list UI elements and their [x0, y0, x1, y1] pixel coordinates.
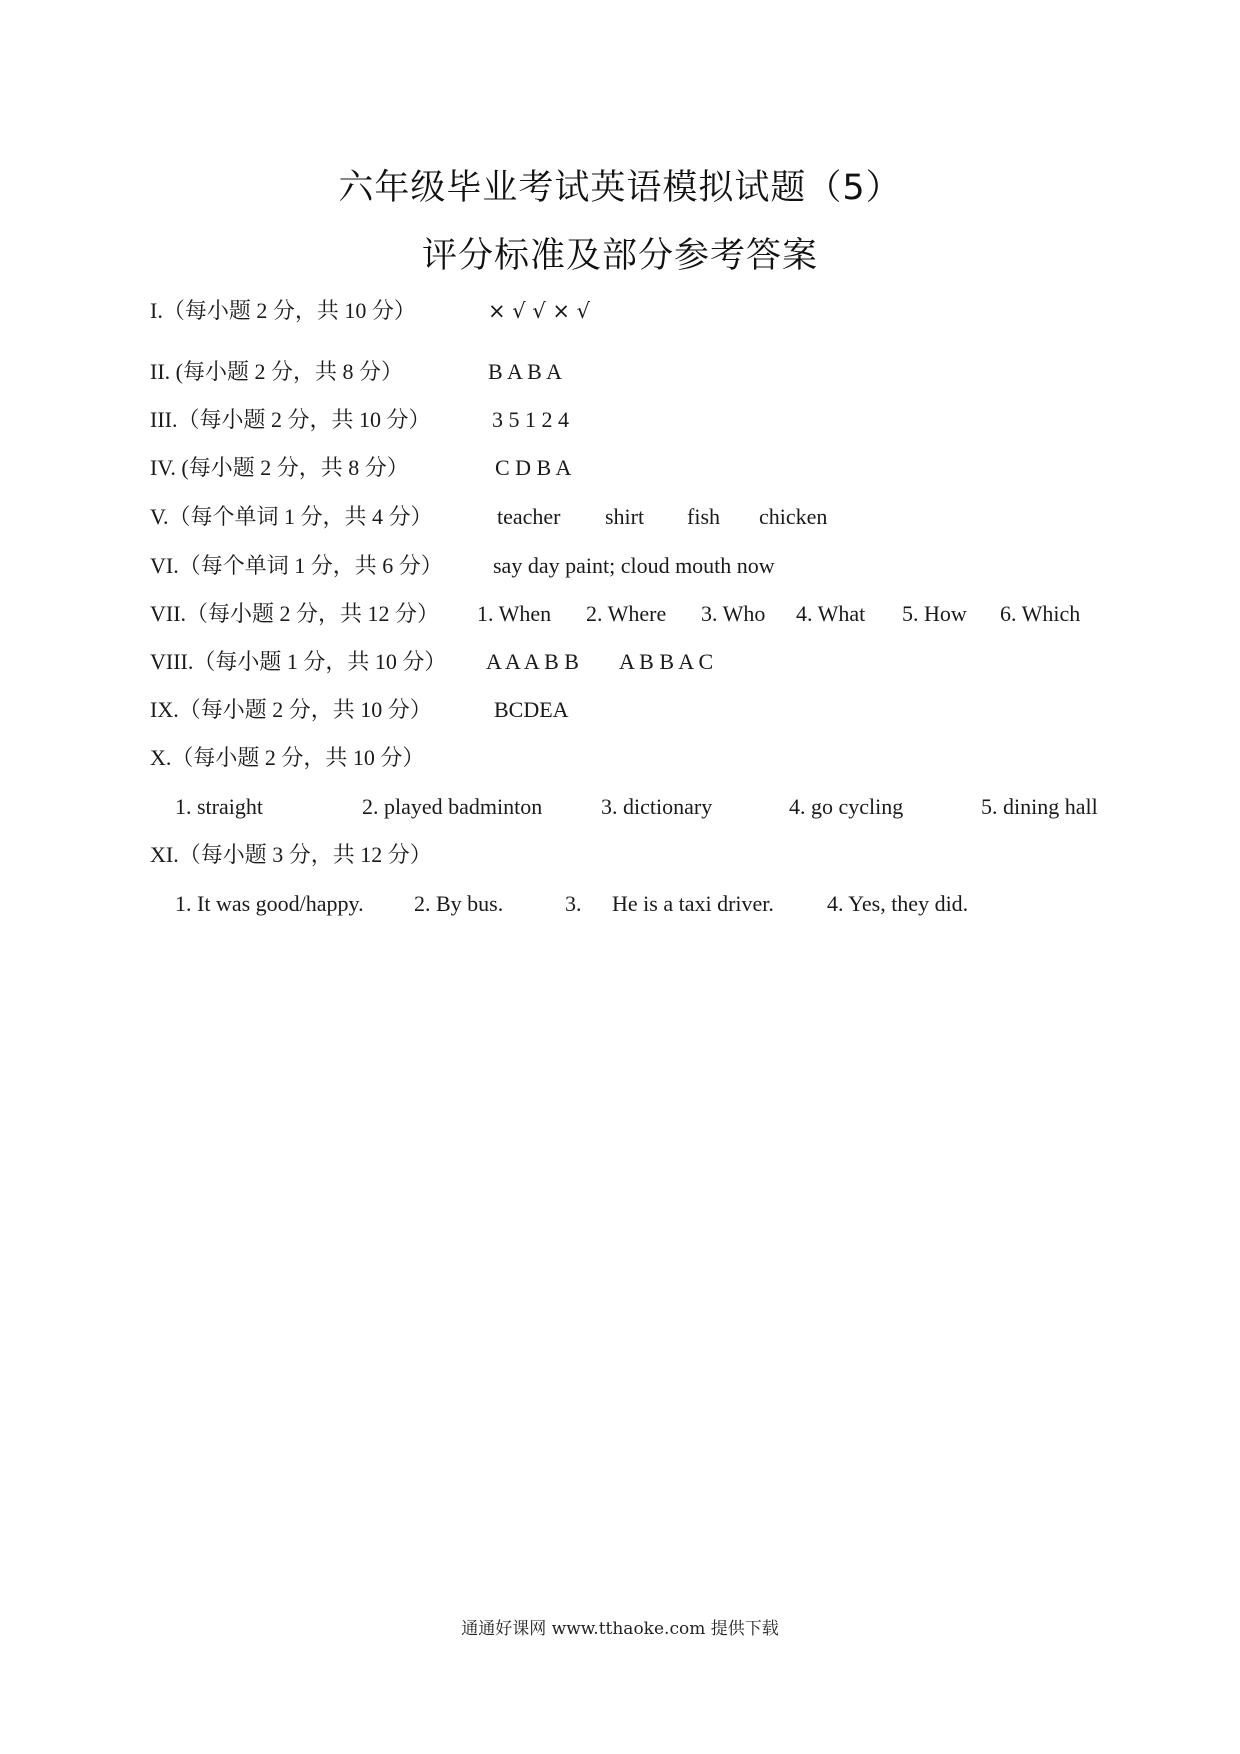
section-label: I.（每小题 2 分，共 10 分） [150, 298, 416, 323]
section-label: X.（每小题 2 分，共 10 分） [150, 745, 425, 770]
answer-item: 3. dictionary [601, 794, 713, 819]
answer-item: 2. By bus. [414, 891, 504, 916]
footer-source: 通通好课网 www.tthaoke.com 提供下载 [461, 1619, 779, 1639]
answer-item: He is a taxi driver. [612, 891, 774, 916]
section-answers: BCDEA [494, 697, 569, 722]
section-label: V.（每个单词 1 分，共 4 分） [150, 504, 433, 529]
section-answers: C D B A [495, 455, 572, 480]
answer-item: 6. Which [1000, 601, 1081, 626]
section-label: IX.（每小题 2 分，共 10 分） [150, 697, 432, 722]
section-answers: B A B A [488, 359, 562, 384]
section-label: III.（每小题 2 分，共 10 分） [150, 407, 431, 432]
section-answers: × √ √ × √ [488, 299, 591, 323]
answer-item: 4. Yes, they did. [827, 891, 969, 916]
section-answers: 3 5 1 2 4 [492, 407, 569, 432]
page-title: 六年级毕业考试英语模拟试题（5） [338, 168, 902, 208]
answer-group: A A A B B [486, 649, 579, 674]
answer-item: 3. [565, 891, 582, 916]
answer-item: 2. played badminton [362, 794, 543, 819]
answer-word: chicken [759, 504, 828, 529]
answer-item: 1. straight [175, 794, 263, 819]
answer-item: 5. How [902, 601, 967, 626]
page-subtitle: 评分标准及部分参考答案 [421, 236, 818, 276]
answer-group: A B B A C [619, 649, 714, 674]
section-label: XI.（每小题 3 分，共 12 分） [150, 842, 432, 867]
answer-item: 4. go cycling [789, 794, 904, 819]
answer-item: 2. Where [586, 601, 667, 626]
section-label: VI.（每个单词 1 分，共 6 分） [150, 553, 443, 578]
section-label: II. (每小题 2 分，共 8 分） [150, 359, 403, 384]
answer-item: 1. It was good/happy. [175, 891, 364, 916]
answer-word: fish [687, 504, 720, 529]
section-answers: say day paint; cloud mouth now [493, 553, 775, 578]
answer-item: 4. What [796, 601, 866, 626]
answer-item: 5. dining hall [981, 794, 1098, 819]
answer-item: 3. Who [701, 601, 766, 626]
answer-word: shirt [605, 504, 645, 529]
answer-item: 1. When [477, 601, 552, 626]
answer-word: teacher [497, 504, 561, 529]
section-label: VIII.（每小题 1 分，共 10 分） [150, 649, 447, 674]
section-label: IV. (每小题 2 分，共 8 分） [150, 455, 409, 480]
section-label: VII.（每小题 2 分，共 12 分） [150, 601, 440, 626]
